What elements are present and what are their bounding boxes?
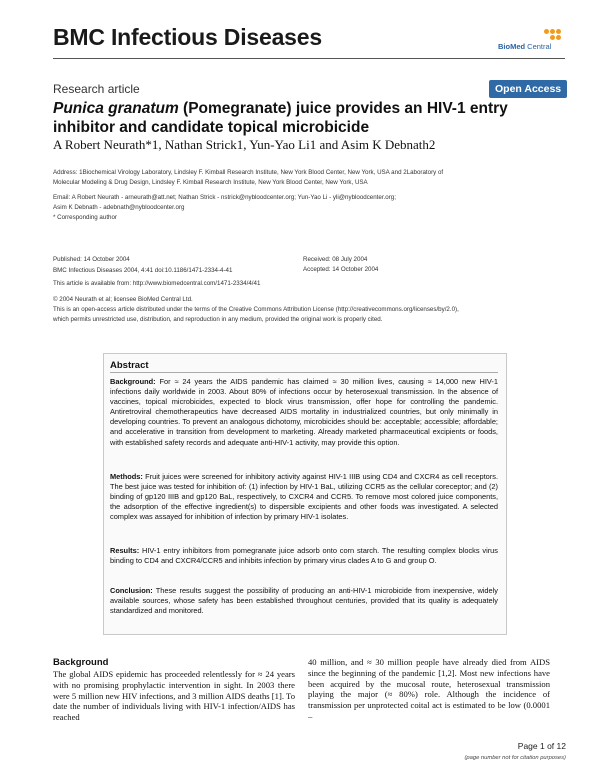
email-line-1: Email: A Robert Neurath - arneurath@att.net; Nathan Strick - nstrick@nybloodcenter.org; Yun-Yao Li - yli@nybloodcenter.org; (53, 194, 396, 201)
abstract-rule (110, 372, 498, 373)
body-column-1: The global AIDS epidemic has proceeded relentlessly for ≈ 24 years with no promising prophylactic intervention in sight. In 2003 there were 5 million new HIV infections, and 3 million AIDS deaths [1]. To date the number of individuals living with HIV-1 infection/AIDS has reached (53, 669, 295, 723)
page-number-note: (page number not for citation purposes) (464, 755, 566, 761)
background-heading: Background (53, 657, 109, 668)
address-line-2: Molecular Modeling & Drug Design, Lindsley F. Kimball Research Institute, New York Blood Center, New York, USA (53, 179, 368, 186)
abstract-heading: Abstract (110, 360, 149, 371)
abstract-background: Background: For ≈ 24 years the AIDS pandemic has claimed ≈ 30 million lives, causing ≈ 14,000 new HIV-1 infections daily worldwide in 2003. About 80% of infections occur by heterosexual transmission. In the absence of vaccines, topical microbicides, expected to block virus transmission, offer hope for controlling the pandemic. Antiretroviral chemotherapeutics have decreased AIDS mortality in industrialized countries, but only minimally in developing countries. To prevent an analogous dichotomy, microbicides should be: acceptable; accessible; affordable; and accelerative in transition from development to marketing. Already marketed pharmaceutical excipients or foods, with established safety records and adequate anti-HIV-1 activity, may provide this option. (110, 377, 498, 447)
biomed-central-logo (498, 29, 566, 51)
accepted-date: Accepted: 14 October 2004 (303, 266, 379, 273)
corresponding-author: * Corresponding author (53, 214, 117, 221)
logo-text: BioMed Central (498, 42, 552, 51)
license-line-2: which permits unrestricted use, distribution, and reproduction in any medium, provided the original work is properly cited. (53, 316, 383, 323)
open-access-badge: Open Access (489, 80, 567, 98)
body-column-2: 40 million, and ≈ 30 million people have already died from AIDS since the beginning of the pandemic [1,2]. Most new infections have been acquired by the mucosal route, heterosexual transmission playing the major (≈ 80%) role. Although the incidence of transmission per unprotected coital act is estimated to be low (0.0001 – (308, 657, 550, 721)
copyright: © 2004 Neurath et al; licensee BioMed Central Ltd. (53, 296, 193, 303)
received-date: Received: 08 July 2004 (303, 256, 368, 263)
published-date: Published: 14 October 2004 (53, 256, 130, 263)
author-list: A Robert Neurath*1, Nathan Strick1, Yun-Yao Li1 and Asim K Debnath2 (53, 137, 436, 152)
abstract-results: Results: HIV-1 entry inhibitors from pomegranate juice adsorb onto corn starch. The resulting complex blocks virus binding to CD4 and CXCR4/CCR5 and inhibits infection by primary virus clades A to G and group O. (110, 546, 498, 566)
header-rule (53, 58, 565, 59)
page-number: Page 1 of 12 (517, 741, 566, 751)
citation-doi: BMC Infectious Diseases 2004, 4:41 doi:10.1186/1471-2334-4-41 (53, 267, 233, 274)
article-type: Research article (53, 82, 140, 96)
address-line-1: Address: 1Biochemical Virology Laboratory, Lindsley F. Kimball Research Institute, New York Blood Center, New York, USA and 2Laboratory of (53, 169, 444, 176)
abstract-methods: Methods: Fruit juices were screened for inhibitory activity against HIV-1 IIIB using CD4 and CXCR4 as cell receptors. The best juice was tested for inhibition of: (1) infection by HIV-1 BaL, utilizing CCR5 as the cellular coreceptor; and (2) binding of gp120 IIIB and gp120 BaL, respectively, to CXCR4 and CCR5. To remove most colored juice components, the adsorption of the effective ingredient(s) to dispersible excipients and other foods was investigated. A selected complex was assayed for inhibition of infection by primary HIV-1 isolates. (110, 472, 498, 522)
article-title: Punica granatum (Pomegranate) juice provides an HIV-1 entry inhibitor and candidate topical microbicide (53, 100, 508, 136)
article-url: This article is available from: http://www.biomedcentral.com/1471-2334/4/41 (53, 280, 261, 287)
email-line-2: Asim K Debnath - adebnath@nybloodcenter.org (53, 204, 185, 211)
abstract-conclusion: Conclusion: These results suggest the possibility of producing an anti-HIV-1 microbicide from inexpensive, widely available sources, whose safety has been established throughout centuries, provided that its quality is adequately standardized and monitored. (110, 586, 498, 616)
license-line-1: This is an open-access article distributed under the terms of the Creative Commons Attribution License (http://creativecommons.org/licenses/by/2.0), (53, 306, 459, 313)
journal-title: BMC Infectious Diseases (53, 24, 322, 50)
